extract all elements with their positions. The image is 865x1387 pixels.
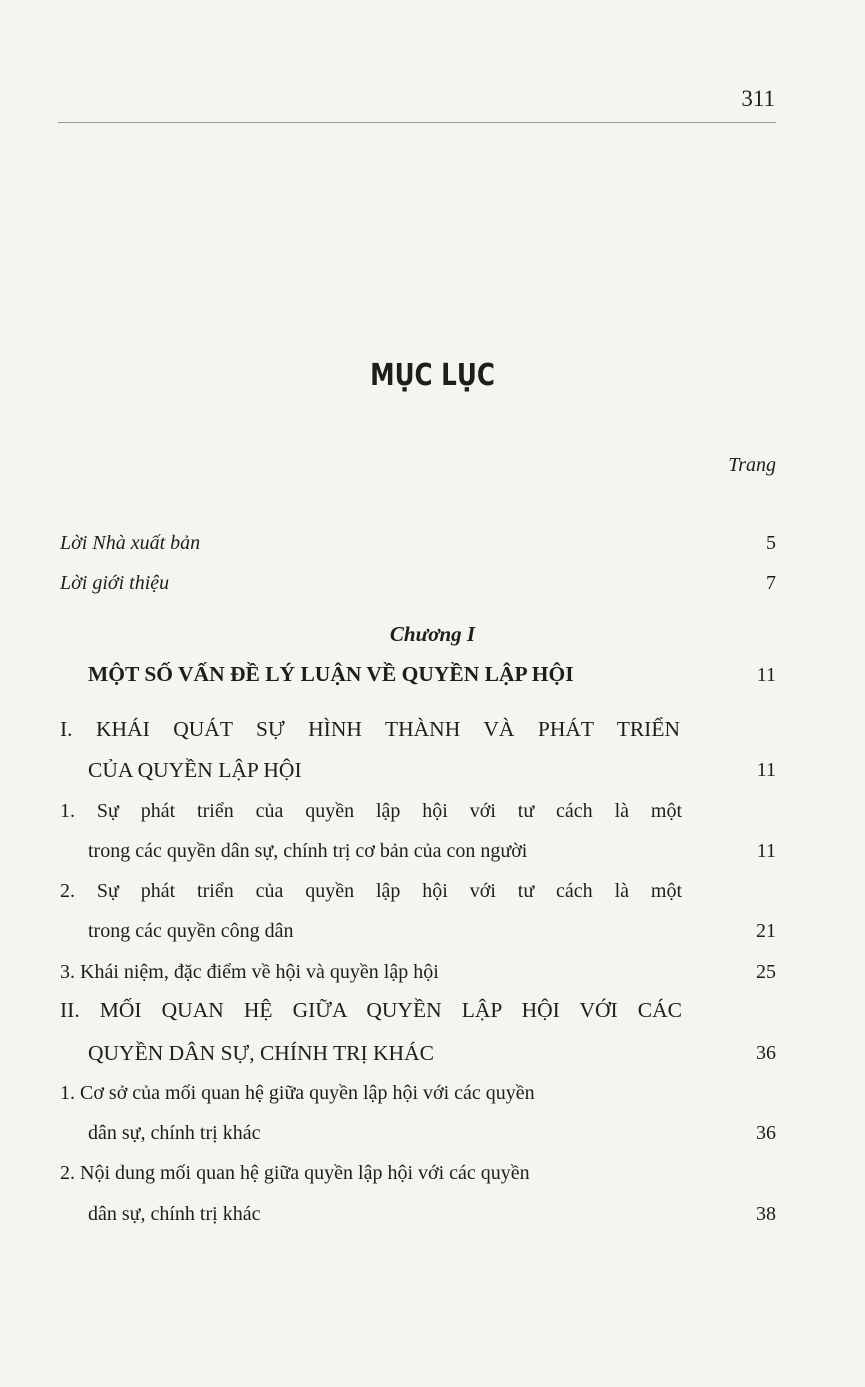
- entry-page: 11: [756, 840, 776, 862]
- entry-text: Lời giới thiệu: [60, 572, 170, 594]
- item-line-1: 1. Cơ sở của mối quan hệ giữa quyền lập hội với các quyền: [60, 1082, 535, 1104]
- section-line-2: QUYỀN DÂN SỰ, CHÍNH TRỊ KHÁC: [88, 1041, 434, 1065]
- item-line-2: dân sự, chính trị khác: [88, 1203, 261, 1225]
- item-line-1: 2. Sự phát triển của quyền lập hội với tư cách là một: [60, 880, 682, 902]
- item-line-2: trong các quyền dân sự, chính trị cơ bản của con người: [88, 840, 528, 862]
- entry-page: 5: [766, 532, 776, 554]
- entry-page: 11: [756, 759, 776, 781]
- item-line-1: 2. Nội dung mối quan hệ giữa quyền lập hội với các quyền: [60, 1162, 530, 1184]
- page-column-label: Trang: [728, 454, 776, 476]
- chapter-title: MỘT SỐ VẤN ĐỀ LÝ LUẬN VỀ QUYỀN LẬP HỘI: [88, 662, 574, 686]
- section-line-2: CỦA QUYỀN LẬP HỘI: [88, 758, 302, 782]
- section-line-1: II. MỐI QUAN HỆ GIỮA QUYỀN LẬP HỘI VỚI CÁC: [60, 998, 682, 1022]
- section-line-1: I. KHÁI QUÁT SỰ HÌNH THÀNH VÀ PHÁT TRIỂN: [60, 717, 680, 741]
- toc-title: MỤC LỤC: [370, 358, 495, 393]
- entry-page: 7: [766, 572, 776, 594]
- entry-page: 21: [756, 920, 776, 942]
- entry-page: 36: [756, 1042, 776, 1064]
- header-rule: [58, 122, 776, 123]
- chapter-label: Chương I: [389, 622, 476, 646]
- item-line-1: 1. Sự phát triển của quyền lập hội với tư cách là một: [60, 800, 682, 822]
- item-line-2: dân sự, chính trị khác: [88, 1122, 261, 1144]
- entry-text: Lời Nhà xuất bản: [60, 532, 201, 554]
- entry-page: 38: [756, 1203, 776, 1225]
- entry-page: 36: [756, 1122, 776, 1144]
- entry-page: 11: [756, 664, 776, 686]
- page-number: 311: [741, 86, 775, 111]
- item-line-2: trong các quyền công dân: [88, 920, 294, 942]
- entry-page: 25: [756, 961, 776, 983]
- item-line-1: 3. Khái niệm, đặc điểm về hội và quyền lập hội: [60, 961, 439, 983]
